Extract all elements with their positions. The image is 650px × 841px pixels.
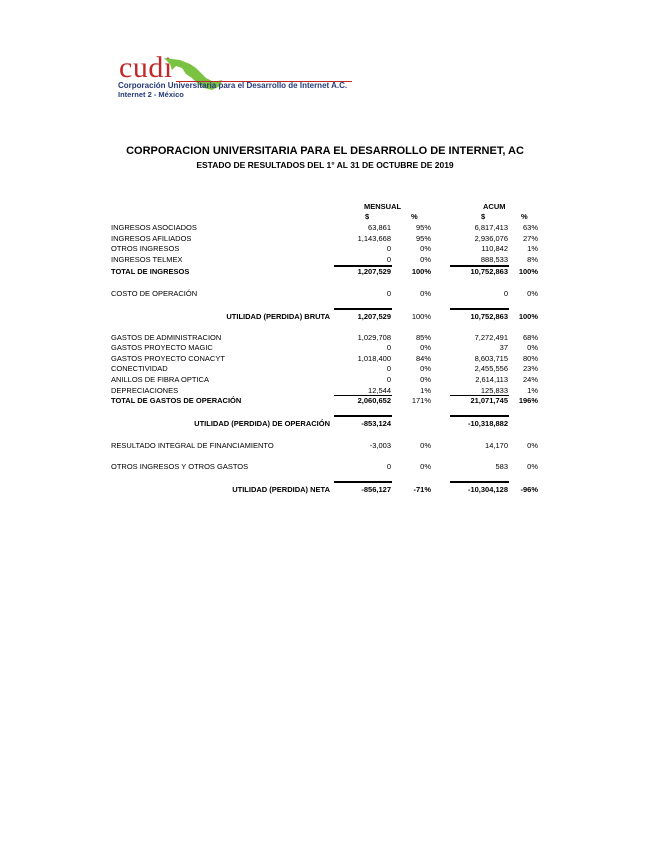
row-mensual-percent: 85%	[415, 333, 431, 342]
cudi-logo	[118, 51, 368, 102]
table-row	[0, 374, 650, 385]
row-mensual-percent: 95%	[415, 234, 431, 243]
row-acum: 0	[503, 289, 508, 298]
header-acum-currency: $	[481, 212, 486, 221]
row-mensual-percent: 0%	[420, 462, 431, 471]
row-label: GASTOS DE ADMINISTRACION	[111, 333, 222, 342]
row-mensual: 0	[386, 289, 391, 298]
table-row	[0, 243, 650, 254]
row-acum: -10,318,882	[467, 419, 508, 428]
row-acum-percent: 8%	[527, 255, 538, 264]
subtotal-row	[0, 418, 650, 429]
row-label: UTILIDAD (PERDIDA) BRUTA	[226, 312, 330, 321]
total-rule	[334, 308, 392, 310]
row-acum-percent: 24%	[522, 375, 538, 384]
row-mensual: 12,544	[368, 386, 391, 395]
row-mensual: 2,060,652	[357, 396, 391, 405]
row-label: OTROS INGRESOS Y OTROS GASTOS	[111, 462, 249, 471]
row-acum-percent: 100%	[518, 312, 538, 321]
row-acum: 10,752,863	[470, 312, 508, 321]
total-row	[0, 395, 650, 406]
row-acum: 8,603,715	[474, 354, 508, 363]
row-mensual: 1,143,668	[357, 234, 391, 243]
row-label: TOTAL DE INGRESOS	[111, 267, 190, 276]
row-label: UTILIDAD (PERDIDA) NETA	[232, 485, 330, 494]
row-label: ANILLOS DE FIBRA OPTICA	[111, 375, 209, 384]
row-acum: 888,533	[480, 255, 508, 264]
row-acum-percent: 0%	[527, 289, 538, 298]
row-acum: -10,304,128	[467, 485, 508, 494]
row-label: UTILIDAD (PERDIDA) DE OPERACIÓN	[194, 419, 330, 428]
total-rule	[450, 481, 509, 483]
row-acum-percent: 23%	[522, 364, 538, 373]
row-mensual-percent: 0%	[420, 364, 431, 373]
logo-wordmark: cudi	[119, 51, 173, 84]
row-acum-percent: 0%	[527, 441, 538, 450]
row-acum: 37	[499, 343, 508, 352]
row-acum: 21,071,745	[470, 396, 508, 405]
row-acum-percent: 1%	[527, 244, 538, 253]
row-mensual-percent: 0%	[420, 244, 431, 253]
row-mensual: 1,018,400	[357, 354, 391, 363]
row-mensual: 63,861	[368, 223, 391, 232]
row-mensual-percent: 95%	[415, 223, 431, 232]
logo-org-name: Corporación Universitaria para el Desarrollo de Internet A.C.	[118, 81, 348, 90]
row-mensual: 0	[386, 244, 391, 253]
row-acum: 10,752,863	[470, 267, 508, 276]
row-mensual: 0	[386, 364, 391, 373]
row-mensual: 0	[386, 375, 391, 384]
total-rule	[450, 415, 509, 417]
row-acum-percent: 1%	[527, 386, 538, 395]
row-acum-percent: 68%	[522, 333, 538, 342]
row-mensual: -3,003	[369, 441, 391, 450]
row-mensual: 1,029,708	[357, 333, 391, 342]
row-mensual: 0	[386, 462, 391, 471]
table-row	[0, 254, 650, 265]
row-mensual-percent: 0%	[420, 289, 431, 298]
total-rule	[334, 415, 392, 417]
row-label: INGRESOS AFILIADOS	[111, 234, 192, 243]
table-row	[0, 288, 650, 299]
row-acum: 2,614,113	[475, 375, 508, 384]
row-mensual-percent: 0%	[420, 375, 431, 384]
row-acum: 14,170	[485, 441, 508, 450]
report-subtitle: ESTADO DE RESULTADOS DEL 1° AL 31 DE OCTUBRE DE 2019	[196, 160, 454, 170]
row-acum: 2,936,076	[474, 234, 508, 243]
row-label: RESULTADO INTEGRAL DE FINANCIAMIENTO	[111, 441, 274, 450]
row-acum: 7,272,491	[474, 333, 508, 342]
header-mensual-percent: %	[411, 212, 418, 221]
header-mensual: MENSUAL	[364, 202, 402, 211]
table-row	[0, 440, 650, 451]
table-row	[0, 222, 650, 233]
row-mensual-percent: 84%	[415, 354, 431, 363]
row-acum: 6,817,413	[474, 223, 508, 232]
row-mensual: 1,207,529	[357, 312, 391, 321]
row-mensual-percent: 0%	[420, 441, 431, 450]
row-label: DEPRECIACIONES	[111, 386, 179, 395]
row-acum-percent: 63%	[522, 223, 538, 232]
table-row	[0, 363, 650, 374]
row-mensual: -856,127	[361, 485, 391, 494]
row-acum-percent: 0%	[527, 343, 538, 352]
logo-tagline: Internet 2 - México	[118, 90, 184, 99]
row-label: INGRESOS TELMEX	[111, 255, 183, 264]
net-income-row	[0, 484, 650, 495]
row-mensual: 0	[386, 343, 391, 352]
row-mensual-percent: 0%	[420, 343, 431, 352]
row-acum-percent: 196%	[518, 396, 538, 405]
row-mensual: 0	[386, 255, 391, 264]
total-row	[0, 266, 650, 277]
header-acum-percent: %	[521, 212, 528, 221]
row-mensual-percent: -71%	[413, 485, 431, 494]
row-label: GASTOS PROYECTO MAGIC	[111, 343, 213, 352]
row-mensual-percent: 1%	[420, 386, 431, 395]
row-acum: 110,842	[481, 244, 508, 253]
row-mensual: -853,124	[361, 419, 391, 428]
row-label: COSTO DE OPERACIÓN	[111, 289, 198, 298]
row-acum-percent: 27%	[522, 234, 538, 243]
row-acum: 125,833	[480, 386, 508, 395]
row-label: INGRESOS ASOCIADOS	[111, 223, 197, 232]
row-acum-percent: -96%	[520, 485, 538, 494]
row-label: GASTOS PROYECTO CONACYT	[111, 354, 225, 363]
row-mensual: 1,207,529	[357, 267, 391, 276]
row-label: OTROS INGRESOS	[111, 244, 180, 253]
row-label: CONECTIVIDAD	[111, 364, 168, 373]
header-acum: ACUM	[483, 202, 506, 211]
subtotal-row	[0, 311, 650, 322]
row-mensual-percent: 100%	[411, 312, 431, 321]
total-rule	[450, 308, 509, 310]
row-mensual-percent: 100%	[411, 267, 431, 276]
row-acum: 583	[495, 462, 508, 471]
table-row	[0, 461, 650, 472]
row-acum-percent: 80%	[522, 354, 538, 363]
row-acum: 2,455,556	[474, 364, 508, 373]
row-label: TOTAL DE GASTOS DE OPERACIÓN	[111, 396, 242, 405]
row-acum-percent: 100%	[518, 267, 538, 276]
row-acum-percent: 0%	[527, 462, 538, 471]
row-mensual-percent: 171%	[411, 396, 431, 405]
row-mensual-percent: 0%	[420, 255, 431, 264]
report-title: CORPORACION UNIVERSITARIA PARA EL DESARROLLO DE INTERNET, AC	[126, 145, 524, 157]
table-row	[0, 342, 650, 353]
header-mensual-currency: $	[365, 212, 370, 221]
total-rule	[334, 481, 392, 483]
